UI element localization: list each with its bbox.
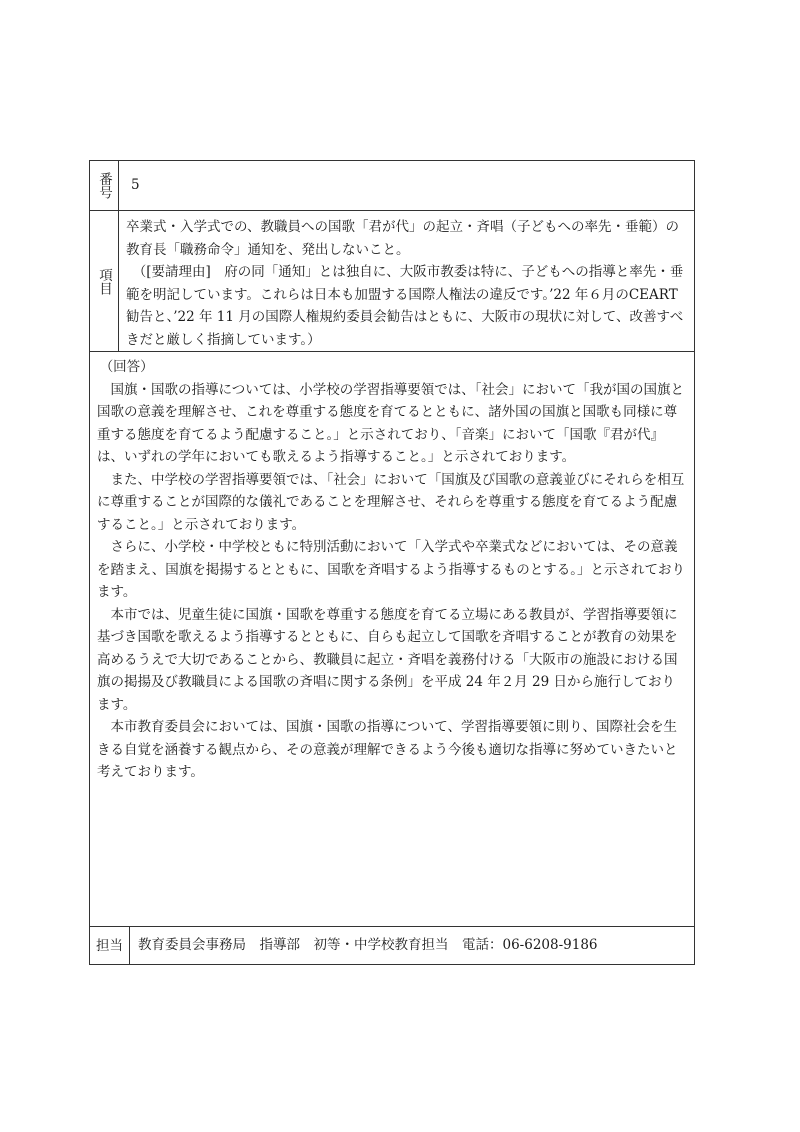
item-row bbox=[90, 211, 694, 352]
item-content bbox=[119, 211, 694, 351]
answer-paragraph: さらに、小学校・中学校ともに特別活動において「入学式や卒業式などにおいては、その意義を踏まえ、国旗を掲揚するとともに、国歌を斉唱するよう指導するものとする。」と示されております。 bbox=[97, 539, 686, 600]
contact-row bbox=[90, 927, 694, 964]
item-reason-paragraph: （[要請理由] 府の同「通知」とは独自に、大阪市教委は特に、子どもへの指導と率先・垂範を明記しています。これらは日本も加盟する国際人権法の違反です。’22 年６月のCEART 勧告と、’22 年 11 月の国際人権規約委員会勧告はともに、大阪市の現状に対して、改善すべきだと厳しく指摘しています。） bbox=[126, 264, 684, 348]
answer-content bbox=[90, 352, 694, 784]
number-row bbox=[90, 161, 694, 211]
item-paragraph: 卒業式・入学式での、教職員への国歌「君が代」の起立・斉唱（子どもへの率先・垂範）の教育長「職務命令」通知を、発出しないこと。 bbox=[126, 219, 679, 258]
answer-row bbox=[90, 352, 694, 927]
answer-heading: （回答） bbox=[99, 359, 154, 375]
number-label: 番号 bbox=[90, 161, 119, 210]
answer-paragraph: また、中学校の学習指導要領では、「社会」において「国旗及び国歌の意義並びにそれらを相互に尊重することが国際的な儀礼であることを理解させ、それらを尊重する態度を育てるよう配慮すること。」と示されております。 bbox=[97, 471, 685, 533]
answer-paragraph: 本市教育委員会においては、国旗・国歌の指導について、学習指導要領に則り、国際社会を生きる自覚を涵養する観点から、その意義が理解できるよう今後も適切な指導に努めていきたいと考えております。 bbox=[97, 719, 678, 780]
answer-paragraph: 国旗・国歌の指導については、小学校の学習指導要領では、「社会」において「我が国の国旗と国歌の意義を理解させ、これを尊重する態度を育てるとともに、諸外国の国旗と国歌も同様に尊重する態度を育てるよう配慮すること。」と示されており、「音楽」において「国歌『君が代』は、いずれの学年においても歌えるよう指導すること。」と示されております。 bbox=[97, 381, 684, 465]
item-label: 項目 bbox=[90, 211, 119, 351]
request-table bbox=[89, 160, 695, 965]
contact-label: 担当 bbox=[90, 927, 130, 964]
number-value: 5 bbox=[131, 177, 140, 194]
answer-paragraph: 本市では、児童生徒に国旗・国歌を尊重する態度を育てる立場にある教員が、学習指導要領に基づき国歌を歌えるよう指導するとともに、自らも起立して国歌を斉唱することが教育の効果を高めるうえで大切であることから、教職員に起立・斉唱を義務付ける「大阪市の施設における国旗の掲揚及び教職員による国歌の斉唱に関する条例」を平成 24 年２月 29 日から施行しております。 bbox=[97, 606, 678, 713]
contact-value: 教育委員会事務局 指導部 初等・中学校教育担当 電話：06-6208-9186 bbox=[138, 937, 598, 954]
